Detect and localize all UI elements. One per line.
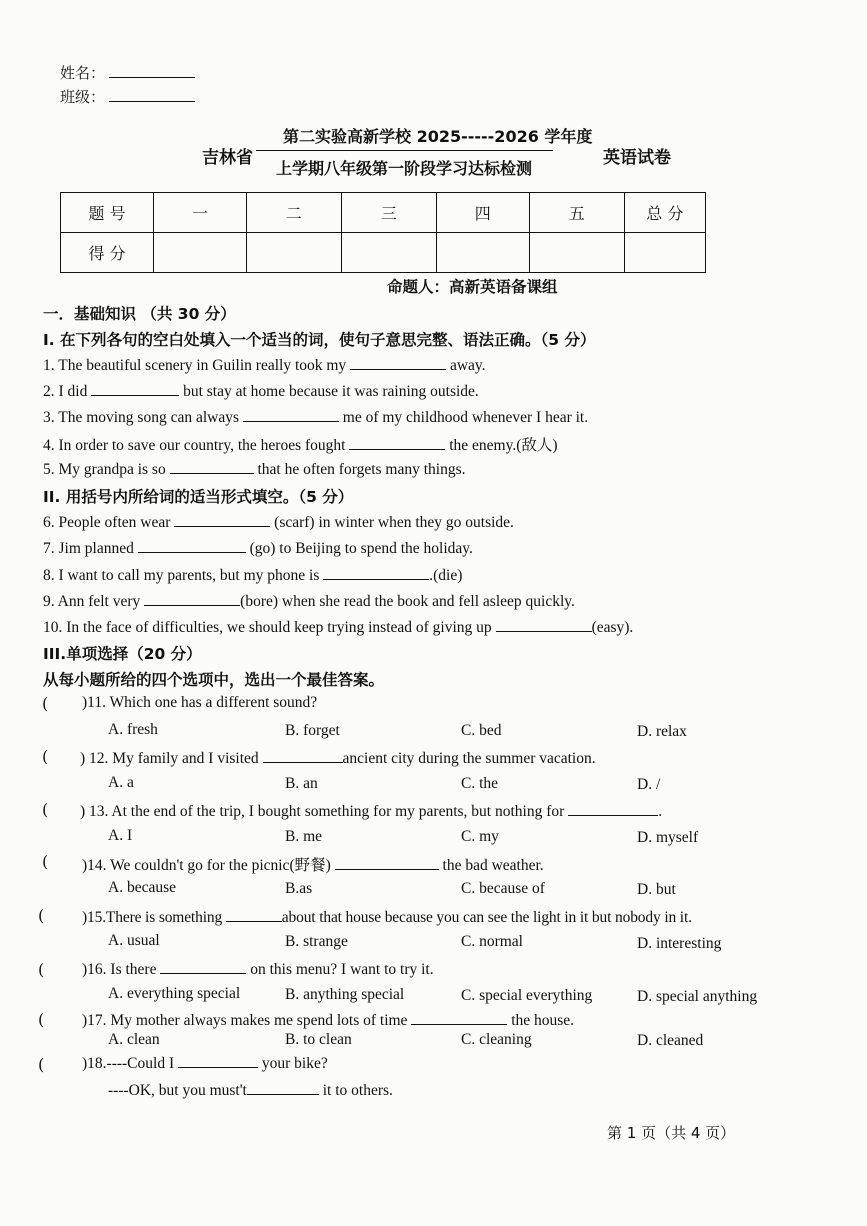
option-a[interactable]: A. a	[108, 774, 134, 791]
question-8: 8. I want to call my parents, but my phone is .(die)	[43, 567, 463, 584]
question-stem: )14. We couldn't go for the picnic(野餐) the bad weather.	[82, 857, 544, 874]
answer-blank[interactable]	[349, 435, 445, 450]
answer-blank[interactable]	[411, 1010, 507, 1025]
question-stem: ) 13. At the end of the trip, I bought something for my parents, but nothing for .	[80, 803, 663, 820]
answer-blank[interactable]	[174, 512, 270, 527]
option-c[interactable]: C. normal	[461, 933, 523, 950]
section-one-instruction: I. 在下列各句的空白处填入一个适当的词，使句子意思完整、语法正确。（5 分）	[43, 331, 596, 349]
class-label: 班级：	[60, 88, 106, 106]
option-b[interactable]: B. me	[285, 828, 323, 845]
answer-blank[interactable]	[170, 459, 254, 474]
score-cell: 五	[529, 193, 624, 233]
option-d[interactable]: D. /	[637, 776, 661, 793]
author-line: 命题人：高新英语备课组	[387, 278, 558, 296]
question-6: 6. People often wear (scarf) in winter when they go outside.	[43, 514, 514, 531]
question-stem: )16. Is there on this menu? I want to try it.	[82, 961, 434, 978]
class-field	[60, 86, 195, 107]
option-c[interactable]: C. the	[461, 775, 499, 792]
option-d[interactable]: D. myself	[637, 829, 699, 846]
option-b[interactable]: B.as	[285, 880, 313, 897]
score-input-cell[interactable]	[529, 233, 624, 273]
answer-blank[interactable]	[247, 1080, 319, 1095]
question-reply: ----OK, but you must't it to others.	[108, 1082, 393, 1099]
answer-paren[interactable]: (	[38, 960, 45, 979]
question-4: 4. In order to save our country, the heroes fought the enemy.(敌人)	[43, 437, 558, 454]
answer-paren[interactable]: (	[42, 852, 49, 871]
question-stem: )11. Which one has a different sound?	[82, 694, 318, 711]
score-cell: 四	[436, 193, 529, 233]
option-b[interactable]: B. forget	[285, 722, 340, 739]
option-a[interactable]: A. everything special	[108, 985, 241, 1002]
answer-blank[interactable]	[323, 565, 429, 580]
question-7: 7. Jim planned (go) to Beijing to spend the holiday.	[43, 540, 473, 557]
answer-blank[interactable]	[568, 801, 658, 816]
option-c[interactable]: C. cleaning	[461, 1031, 532, 1048]
question-3: 3. The moving song can always me of my childhood whenever I hear it.	[43, 409, 589, 426]
score-cell: 一	[153, 193, 246, 233]
question-9: 9. Ann felt very (bore) when she read the book and fell asleep quickly.	[43, 593, 575, 610]
answer-blank[interactable]	[178, 1053, 258, 1068]
answer-paren[interactable]: (	[38, 906, 45, 925]
answer-blank[interactable]	[263, 748, 343, 763]
name-blank[interactable]	[109, 63, 195, 78]
score-table	[60, 192, 706, 273]
title-line-2: 上学期八年级第一阶段学习达标检测	[276, 159, 533, 178]
answer-paren[interactable]: (	[38, 1010, 45, 1029]
score-input-cell[interactable]	[436, 233, 529, 273]
section-three-heading: III.单项选择（20 分）	[43, 645, 202, 663]
page-footer: 第 1 页（共 4 页）	[607, 1124, 736, 1142]
title-rule	[256, 150, 553, 151]
score-table-score-row	[61, 233, 706, 273]
answer-blank[interactable]	[243, 407, 339, 422]
part-one-heading: 一．基础知识 （共 30 分）	[43, 305, 236, 323]
answer-blank[interactable]	[350, 355, 446, 370]
class-blank[interactable]	[109, 87, 195, 102]
section-two-instruction: II. 用括号内所给词的适当形式填空。（5 分）	[43, 488, 354, 506]
option-a[interactable]: A. fresh	[108, 721, 158, 738]
answer-paren[interactable]: (	[42, 747, 49, 766]
answer-blank[interactable]	[91, 381, 179, 396]
score-input-cell[interactable]	[624, 233, 705, 273]
score-input-cell[interactable]	[341, 233, 436, 273]
score-cell: 二	[246, 193, 341, 233]
question-stem: )17. My mother always makes me spend lots of time the house.	[82, 1012, 575, 1029]
option-d[interactable]: D. interesting	[637, 935, 722, 952]
question-stem: )15.There is something about that house because you can see the light in it but nobody in it.	[82, 909, 692, 926]
option-d[interactable]: D. cleaned	[637, 1032, 704, 1049]
option-c[interactable]: C. bed	[461, 722, 502, 739]
option-a[interactable]: A. clean	[108, 1031, 160, 1048]
answer-paren[interactable]: (	[42, 800, 49, 819]
option-d[interactable]: D. relax	[637, 723, 687, 740]
answer-blank[interactable]	[160, 959, 246, 974]
option-c[interactable]: C. because of	[461, 880, 545, 897]
option-a[interactable]: A. usual	[108, 932, 160, 949]
answer-blank[interactable]	[144, 591, 240, 606]
answer-paren[interactable]: (	[42, 694, 49, 713]
answer-blank[interactable]	[226, 907, 282, 922]
score-row-label: 得 分	[61, 233, 154, 273]
option-b[interactable]: B. to clean	[285, 1031, 352, 1048]
score-table-header-row	[61, 193, 706, 233]
subject-label: 英语试卷	[603, 148, 671, 168]
name-field	[60, 62, 195, 83]
question-5: 5. My grandpa is so that he often forgets many things.	[43, 461, 466, 478]
question-10: 10. In the face of difficulties, we should keep trying instead of giving up (easy).	[43, 619, 634, 636]
answer-paren[interactable]: (	[38, 1055, 45, 1074]
option-d[interactable]: D. but	[637, 881, 676, 898]
option-c[interactable]: C. my	[461, 828, 499, 845]
score-cell: 题 号	[61, 193, 154, 233]
option-d[interactable]: D. special anything	[637, 988, 758, 1005]
option-a[interactable]: A. I	[108, 827, 133, 844]
question-stem: )18.----Could I your bike?	[82, 1055, 328, 1072]
score-input-cell[interactable]	[153, 233, 246, 273]
question-2: 2. I did but stay at home because it was raining outside.	[43, 383, 479, 400]
option-b[interactable]: B. an	[285, 775, 318, 792]
title-line-1: 第二实验高新学校 2025-----2026 学年度	[283, 127, 593, 146]
score-cell: 三	[341, 193, 436, 233]
option-c[interactable]: C. special everything	[461, 987, 593, 1004]
province-label: 吉林省	[202, 148, 253, 168]
score-input-cell[interactable]	[246, 233, 341, 273]
option-b[interactable]: B. strange	[285, 933, 348, 950]
answer-blank[interactable]	[138, 538, 246, 553]
option-b[interactable]: B. anything special	[285, 986, 405, 1003]
option-a[interactable]: A. because	[108, 879, 176, 896]
section-three-instruction: 从每小题所给的四个选项中，选出一个最佳答案。	[43, 671, 385, 689]
score-cell: 总 分	[624, 193, 705, 233]
question-1: 1. The beautiful scenery in Guilin really took my away.	[43, 357, 486, 374]
answer-blank[interactable]	[335, 855, 439, 870]
answer-blank[interactable]	[496, 617, 592, 632]
name-label: 姓名：	[60, 64, 106, 82]
question-stem: ) 12. My family and I visited ancient city during the summer vacation.	[80, 750, 596, 767]
